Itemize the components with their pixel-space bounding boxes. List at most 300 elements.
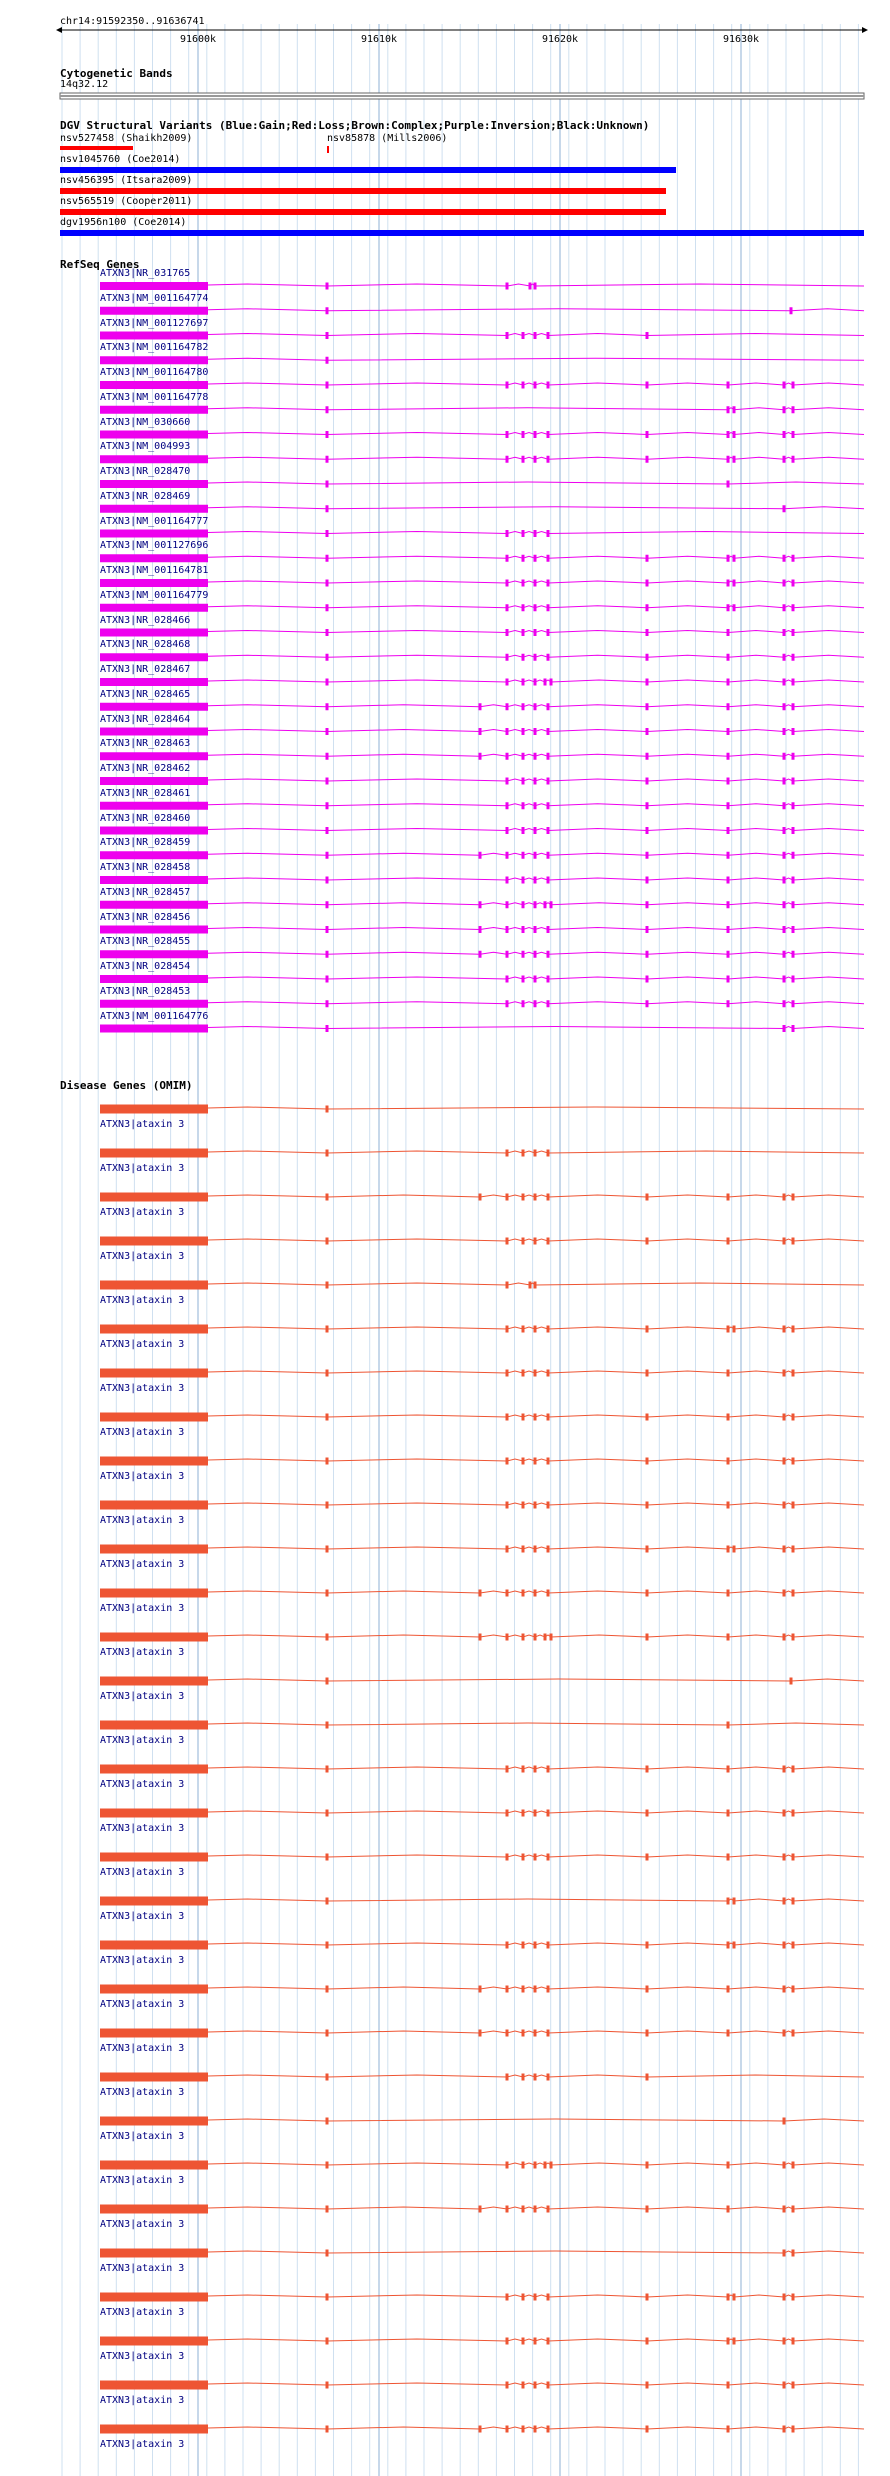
refseq-transcript-exon[interactable] [326, 976, 329, 983]
refseq-transcript-exon[interactable] [547, 604, 550, 611]
refseq-transcript-exon[interactable] [733, 456, 736, 463]
refseq-transcript-exon[interactable] [534, 753, 537, 760]
omim-gene-exon[interactable] [727, 1854, 730, 1861]
omim-gene-exon[interactable] [547, 2206, 550, 2213]
refseq-transcript-exon[interactable] [326, 357, 329, 364]
refseq-transcript-exon[interactable] [506, 976, 509, 983]
omim-gene-exon[interactable] [792, 2030, 795, 2037]
dgv-variant-bar[interactable] [327, 146, 329, 153]
refseq-transcript-exon[interactable] [727, 580, 730, 587]
omim-gene-exon[interactable] [326, 1194, 329, 1201]
refseq-transcript-exon[interactable] [522, 753, 525, 760]
omim-gene-exon[interactable] [534, 1942, 537, 1949]
refseq-transcript-exon[interactable] [100, 728, 208, 736]
omim-gene-exon[interactable] [727, 1590, 730, 1597]
refseq-transcript-exon[interactable] [522, 926, 525, 933]
refseq-transcript-exon[interactable] [534, 1000, 537, 1007]
refseq-transcript-exon[interactable] [547, 456, 550, 463]
omim-gene-exon[interactable] [727, 1458, 730, 1465]
refseq-transcript-label[interactable]: ATXN3|NR_028456 [100, 911, 191, 923]
refseq-transcript-exon[interactable] [326, 1000, 329, 1007]
omim-gene-exon[interactable] [100, 2337, 208, 2346]
omim-gene-exon[interactable] [646, 1634, 649, 1641]
omim-gene-exon[interactable] [326, 2338, 329, 2345]
refseq-transcript-exon[interactable] [100, 307, 208, 315]
refseq-transcript-exon[interactable] [547, 728, 550, 735]
refseq-transcript-exon[interactable] [100, 530, 208, 538]
omim-gene-exon[interactable] [790, 1678, 793, 1685]
omim-gene-exon[interactable] [100, 1589, 208, 1598]
refseq-transcript-label[interactable]: ATXN3|NR_028461 [100, 787, 191, 799]
refseq-transcript-exon[interactable] [544, 679, 547, 686]
refseq-transcript-label[interactable]: ATXN3|NR_028463 [100, 738, 191, 750]
omim-gene-exon[interactable] [100, 1457, 208, 1466]
omim-gene-exon[interactable] [783, 1986, 786, 1993]
refseq-transcript-exon[interactable] [547, 877, 550, 884]
omim-gene-exon[interactable] [792, 1502, 795, 1509]
refseq-transcript-label[interactable]: ATXN3|NR_028464 [100, 713, 191, 725]
refseq-transcript-exon[interactable] [506, 382, 509, 389]
omim-gene-exon[interactable] [783, 1590, 786, 1597]
refseq-transcript-exon[interactable] [534, 703, 537, 710]
refseq-transcript-label[interactable]: ATXN3|NM_001164778 [100, 391, 209, 403]
omim-gene-exon[interactable] [522, 2382, 525, 2389]
omim-gene-exon[interactable] [727, 1502, 730, 1509]
refseq-transcript-exon[interactable] [733, 431, 736, 438]
omim-gene-exon[interactable] [326, 1150, 329, 1157]
refseq-transcript-label[interactable]: ATXN3|NR_031765 [100, 268, 191, 279]
refseq-transcript-exon[interactable] [727, 728, 730, 735]
omim-gene-exon[interactable] [646, 1766, 649, 1773]
refseq-transcript-exon[interactable] [100, 579, 208, 587]
omim-gene-exon[interactable] [534, 1502, 537, 1509]
refseq-transcript-exon[interactable] [326, 753, 329, 760]
refseq-transcript-exon[interactable] [326, 629, 329, 636]
refseq-transcript-exon[interactable] [522, 877, 525, 884]
refseq-transcript-exon[interactable] [506, 926, 509, 933]
refseq-transcript-exon[interactable] [326, 580, 329, 587]
omim-gene-exon[interactable] [534, 2382, 537, 2389]
refseq-transcript-exon[interactable] [646, 976, 649, 983]
omim-gene-exon[interactable] [727, 1194, 730, 1201]
refseq-transcript-exon[interactable] [534, 629, 537, 636]
refseq-transcript-exon[interactable] [100, 777, 208, 785]
refseq-transcript-label[interactable]: ATXN3|NR_028465 [100, 688, 191, 700]
omim-gene-exon[interactable] [100, 2425, 208, 2434]
refseq-transcript-exon[interactable] [100, 703, 208, 711]
refseq-transcript-label[interactable]: ATXN3|NR_028467 [100, 664, 191, 675]
refseq-transcript-exon[interactable] [534, 926, 537, 933]
omim-gene-exon[interactable] [100, 2029, 208, 2038]
omim-gene-exon[interactable] [727, 1722, 730, 1729]
refseq-transcript-exon[interactable] [534, 728, 537, 735]
refseq-transcript-exon[interactable] [479, 753, 482, 760]
omim-gene-exon[interactable] [326, 1546, 329, 1553]
refseq-transcript-exon[interactable] [547, 629, 550, 636]
refseq-transcript-exon[interactable] [783, 703, 786, 710]
refseq-transcript-exon[interactable] [727, 951, 730, 958]
refseq-transcript-exon[interactable] [326, 307, 329, 314]
refseq-transcript-exon[interactable] [646, 382, 649, 389]
refseq-transcript-exon[interactable] [783, 802, 786, 809]
omim-gene-exon[interactable] [506, 2206, 509, 2213]
refseq-transcript-exon[interactable] [326, 654, 329, 661]
omim-gene-exon[interactable] [547, 1854, 550, 1861]
omim-gene-exon[interactable] [522, 2338, 525, 2345]
refseq-transcript-label[interactable]: ATXN3|NM_001164782 [100, 342, 209, 354]
omim-gene-label[interactable]: ATXN3|ataxin 3 [100, 2351, 185, 2362]
omim-gene-exon[interactable] [522, 2030, 525, 2037]
omim-gene-exon[interactable] [792, 1942, 795, 1949]
omim-gene-exon[interactable] [783, 2250, 786, 2257]
refseq-transcript-exon[interactable] [547, 827, 550, 834]
refseq-transcript-exon[interactable] [646, 332, 649, 339]
omim-gene-exon[interactable] [534, 2162, 537, 2169]
refseq-transcript-exon[interactable] [506, 431, 509, 438]
omim-gene-exon[interactable] [547, 1326, 550, 1333]
omim-gene-exon[interactable] [783, 1546, 786, 1553]
omim-gene-exon[interactable] [727, 1898, 730, 1905]
refseq-transcript-exon[interactable] [783, 679, 786, 686]
omim-gene-exon[interactable] [506, 1150, 509, 1157]
refseq-transcript-label[interactable]: ATXN3|NR_028454 [100, 961, 191, 972]
omim-gene-exon[interactable] [506, 1326, 509, 1333]
omim-gene-exon[interactable] [100, 1325, 208, 1334]
omim-gene-exon[interactable] [326, 1106, 329, 1113]
omim-gene-exon[interactable] [522, 1150, 525, 1157]
refseq-transcript-exon[interactable] [733, 555, 736, 562]
omim-gene-exon[interactable] [522, 1590, 525, 1597]
refseq-transcript-exon[interactable] [506, 827, 509, 834]
omim-gene-exon[interactable] [792, 2162, 795, 2169]
refseq-transcript-exon[interactable] [547, 382, 550, 389]
refseq-transcript-exon[interactable] [100, 406, 208, 414]
omim-gene-exon[interactable] [547, 1238, 550, 1245]
omim-gene-exon[interactable] [100, 1897, 208, 1906]
omim-gene-exon[interactable] [547, 1942, 550, 1949]
omim-gene-label[interactable]: ATXN3|ataxin 3 [100, 2131, 185, 2142]
omim-gene-exon[interactable] [100, 1985, 208, 1994]
omim-gene-exon[interactable] [479, 2030, 482, 2037]
omim-gene-exon[interactable] [792, 1986, 795, 1993]
refseq-transcript-exon[interactable] [792, 431, 795, 438]
refseq-transcript-exon[interactable] [792, 778, 795, 785]
omim-gene-exon[interactable] [100, 2161, 208, 2170]
refseq-transcript-exon[interactable] [727, 852, 730, 859]
omim-gene-exon[interactable] [534, 1590, 537, 1597]
refseq-transcript-exon[interactable] [326, 852, 329, 859]
omim-gene-exon[interactable] [100, 1545, 208, 1554]
refseq-transcript-exon[interactable] [100, 975, 208, 983]
refseq-transcript-exon[interactable] [547, 753, 550, 760]
refseq-transcript-exon[interactable] [100, 802, 208, 810]
omim-gene-exon[interactable] [100, 1369, 208, 1378]
omim-gene-exon[interactable] [547, 1458, 550, 1465]
refseq-transcript-exon[interactable] [534, 778, 537, 785]
refseq-transcript-exon[interactable] [479, 852, 482, 859]
omim-gene-exon[interactable] [506, 2074, 509, 2081]
refseq-transcript-exon[interactable] [100, 604, 208, 612]
refseq-transcript-exon[interactable] [646, 703, 649, 710]
omim-gene-exon[interactable] [326, 2294, 329, 2301]
omim-gene-exon[interactable] [326, 1766, 329, 1773]
omim-gene-exon[interactable] [522, 1370, 525, 1377]
omim-gene-exon[interactable] [100, 1853, 208, 1862]
refseq-transcript-exon[interactable] [783, 901, 786, 908]
omim-gene-exon[interactable] [547, 1810, 550, 1817]
omim-gene-exon[interactable] [534, 1238, 537, 1245]
refseq-transcript-exon[interactable] [534, 654, 537, 661]
omim-gene-exon[interactable] [733, 1546, 736, 1553]
omim-gene-exon[interactable] [727, 1370, 730, 1377]
refseq-transcript-exon[interactable] [100, 653, 208, 661]
refseq-transcript-exon[interactable] [547, 555, 550, 562]
omim-gene-exon[interactable] [326, 2250, 329, 2257]
omim-gene-exon[interactable] [522, 1194, 525, 1201]
omim-gene-exon[interactable] [522, 2426, 525, 2433]
omim-gene-exon[interactable] [783, 1238, 786, 1245]
omim-gene-exon[interactable] [646, 1238, 649, 1245]
omim-gene-exon[interactable] [479, 1634, 482, 1641]
refseq-transcript-exon[interactable] [727, 802, 730, 809]
omim-gene-exon[interactable] [534, 1634, 537, 1641]
refseq-transcript-exon[interactable] [783, 654, 786, 661]
omim-gene-exon[interactable] [100, 2381, 208, 2390]
omim-gene-exon[interactable] [506, 1502, 509, 1509]
refseq-transcript-exon[interactable] [547, 431, 550, 438]
omim-gene-exon[interactable] [783, 1898, 786, 1905]
omim-gene-exon[interactable] [727, 1634, 730, 1641]
refseq-transcript-label[interactable]: ATXN3|NR_028455 [100, 936, 191, 948]
omim-gene-exon[interactable] [326, 1722, 329, 1729]
refseq-transcript-exon[interactable] [783, 728, 786, 735]
refseq-transcript-exon[interactable] [646, 629, 649, 636]
refseq-transcript-exon[interactable] [727, 926, 730, 933]
refseq-transcript-exon[interactable] [727, 481, 730, 488]
refseq-transcript-exon[interactable] [727, 629, 730, 636]
omim-gene-exon[interactable] [547, 1414, 550, 1421]
refseq-transcript-exon[interactable] [522, 332, 525, 339]
omim-gene-exon[interactable] [100, 1193, 208, 1202]
refseq-transcript-exon[interactable] [506, 679, 509, 686]
omim-gene-exon[interactable] [522, 1414, 525, 1421]
omim-gene-exon[interactable] [792, 2338, 795, 2345]
refseq-transcript-exon[interactable] [646, 431, 649, 438]
refseq-transcript-exon[interactable] [792, 456, 795, 463]
refseq-transcript-exon[interactable] [547, 778, 550, 785]
refseq-transcript-exon[interactable] [727, 555, 730, 562]
dgv-variant-bar[interactable] [60, 230, 864, 236]
refseq-transcript-exon[interactable] [326, 555, 329, 562]
omim-gene-label[interactable]: ATXN3|ataxin 3 [100, 1471, 185, 1482]
refseq-transcript-exon[interactable] [547, 580, 550, 587]
refseq-transcript-label[interactable]: ATXN3|NM_004993 [100, 441, 191, 453]
refseq-transcript-exon[interactable] [506, 901, 509, 908]
omim-gene-exon[interactable] [326, 1282, 329, 1289]
omim-gene-label[interactable]: ATXN3|ataxin 3 [100, 2175, 185, 2186]
refseq-transcript-exon[interactable] [326, 778, 329, 785]
refseq-transcript-exon[interactable] [522, 456, 525, 463]
refseq-transcript-exon[interactable] [792, 654, 795, 661]
omim-gene-exon[interactable] [783, 1766, 786, 1773]
refseq-transcript-exon[interactable] [792, 1000, 795, 1007]
omim-gene-label[interactable]: ATXN3|ataxin 3 [100, 1867, 185, 1878]
omim-gene-exon[interactable] [326, 1370, 329, 1377]
refseq-transcript-exon[interactable] [646, 580, 649, 587]
refseq-transcript-exon[interactable] [783, 976, 786, 983]
dgv-variant-bar[interactable] [60, 146, 133, 150]
refseq-transcript-exon[interactable] [506, 604, 509, 611]
omim-gene-exon[interactable] [792, 1854, 795, 1861]
refseq-transcript-exon[interactable] [783, 877, 786, 884]
omim-gene-label[interactable]: ATXN3|ataxin 3 [100, 1955, 185, 1966]
omim-gene-exon[interactable] [100, 2117, 208, 2126]
omim-gene-exon[interactable] [534, 2426, 537, 2433]
refseq-transcript-exon[interactable] [550, 901, 553, 908]
omim-gene-label[interactable]: ATXN3|ataxin 3 [100, 2087, 185, 2098]
omim-gene-exon[interactable] [506, 1634, 509, 1641]
omim-gene-exon[interactable] [646, 2382, 649, 2389]
omim-gene-exon[interactable] [506, 1942, 509, 1949]
refseq-transcript-exon[interactable] [506, 852, 509, 859]
refseq-transcript-exon[interactable] [522, 778, 525, 785]
omim-gene-exon[interactable] [326, 2074, 329, 2081]
refseq-transcript-label[interactable]: ATXN3|NM_001127696 [100, 540, 209, 552]
omim-gene-exon[interactable] [733, 1326, 736, 1333]
refseq-transcript-exon[interactable] [326, 951, 329, 958]
omim-gene-exon[interactable] [326, 1634, 329, 1641]
omim-gene-exon[interactable] [522, 1458, 525, 1465]
omim-gene-exon[interactable] [547, 1502, 550, 1509]
refseq-transcript-exon[interactable] [547, 654, 550, 661]
omim-gene-exon[interactable] [783, 1942, 786, 1949]
omim-gene-exon[interactable] [522, 1766, 525, 1773]
refseq-transcript-exon[interactable] [792, 926, 795, 933]
refseq-transcript-exon[interactable] [534, 604, 537, 611]
omim-gene-exon[interactable] [792, 2206, 795, 2213]
omim-gene-exon[interactable] [646, 1546, 649, 1553]
refseq-transcript-exon[interactable] [326, 901, 329, 908]
refseq-transcript-exon[interactable] [534, 852, 537, 859]
omim-gene-exon[interactable] [792, 1194, 795, 1201]
omim-gene-exon[interactable] [326, 1414, 329, 1421]
refseq-transcript-exon[interactable] [100, 926, 208, 934]
omim-gene-exon[interactable] [534, 1326, 537, 1333]
omim-gene-exon[interactable] [326, 1810, 329, 1817]
refseq-transcript-label[interactable]: ATXN3|NR_028453 [100, 985, 191, 997]
refseq-transcript-exon[interactable] [547, 976, 550, 983]
omim-gene-exon[interactable] [727, 1942, 730, 1949]
omim-gene-exon[interactable] [534, 1150, 537, 1157]
refseq-transcript-exon[interactable] [646, 555, 649, 562]
refseq-transcript-label[interactable]: ATXN3|NM_030660 [100, 416, 191, 428]
omim-gene-exon[interactable] [646, 2206, 649, 2213]
omim-gene-exon[interactable] [646, 1986, 649, 1993]
refseq-transcript-exon[interactable] [326, 679, 329, 686]
refseq-transcript-exon[interactable] [547, 530, 550, 537]
refseq-transcript-exon[interactable] [547, 802, 550, 809]
omim-gene-label[interactable]: ATXN3|ataxin 3 [100, 1911, 185, 1922]
refseq-transcript-exon[interactable] [646, 901, 649, 908]
refseq-transcript-exon[interactable] [792, 580, 795, 587]
refseq-transcript-exon[interactable] [326, 481, 329, 488]
omim-gene-exon[interactable] [646, 1810, 649, 1817]
refseq-transcript-exon[interactable] [547, 852, 550, 859]
refseq-transcript-exon[interactable] [534, 802, 537, 809]
refseq-transcript-exon[interactable] [100, 505, 208, 513]
refseq-transcript-exon[interactable] [783, 406, 786, 413]
refseq-transcript-label[interactable]: ATXN3|NR_028469 [100, 490, 191, 502]
refseq-transcript-exon[interactable] [326, 431, 329, 438]
refseq-transcript-exon[interactable] [783, 926, 786, 933]
refseq-transcript-exon[interactable] [534, 456, 537, 463]
refseq-transcript-exon[interactable] [733, 604, 736, 611]
omim-gene-label[interactable]: ATXN3|ataxin 3 [100, 1999, 185, 2010]
refseq-transcript-exon[interactable] [479, 728, 482, 735]
omim-gene-exon[interactable] [100, 1633, 208, 1642]
omim-gene-label[interactable]: ATXN3|ataxin 3 [100, 1207, 185, 1218]
omim-gene-exon[interactable] [727, 1766, 730, 1773]
omim-gene-exon[interactable] [534, 2294, 537, 2301]
omim-gene-exon[interactable] [646, 1194, 649, 1201]
refseq-transcript-exon[interactable] [506, 580, 509, 587]
refseq-transcript-label[interactable]: ATXN3|NR_028466 [100, 614, 191, 626]
omim-gene-exon[interactable] [479, 1194, 482, 1201]
refseq-transcript-exon[interactable] [326, 604, 329, 611]
refseq-transcript-exon[interactable] [326, 382, 329, 389]
refseq-transcript-exon[interactable] [727, 679, 730, 686]
refseq-transcript-exon[interactable] [326, 530, 329, 537]
omim-gene-exon[interactable] [783, 1414, 786, 1421]
omim-gene-exon[interactable] [534, 1282, 537, 1289]
refseq-transcript-exon[interactable] [100, 332, 208, 340]
refseq-transcript-exon[interactable] [326, 406, 329, 413]
refseq-transcript-exon[interactable] [522, 604, 525, 611]
omim-gene-exon[interactable] [100, 1941, 208, 1950]
omim-gene-exon[interactable] [534, 1810, 537, 1817]
omim-gene-exon[interactable] [792, 1326, 795, 1333]
omim-gene-exon[interactable] [783, 1634, 786, 1641]
refseq-transcript-label[interactable]: ATXN3|NR_028457 [100, 886, 191, 898]
omim-gene-exon[interactable] [326, 1590, 329, 1597]
omim-gene-exon[interactable] [547, 1370, 550, 1377]
refseq-transcript-exon[interactable] [792, 901, 795, 908]
omim-gene-exon[interactable] [783, 1810, 786, 1817]
omim-gene-exon[interactable] [506, 1766, 509, 1773]
omim-gene-label[interactable]: ATXN3|ataxin 3 [100, 2395, 185, 2406]
omim-gene-exon[interactable] [522, 2162, 525, 2169]
refseq-transcript-exon[interactable] [100, 356, 208, 364]
omim-gene-exon[interactable] [646, 2338, 649, 2345]
omim-gene-exon[interactable] [479, 2426, 482, 2433]
refseq-transcript-exon[interactable] [534, 580, 537, 587]
omim-gene-exon[interactable] [547, 1194, 550, 1201]
omim-gene-exon[interactable] [326, 2426, 329, 2433]
refseq-transcript-exon[interactable] [100, 480, 208, 488]
omim-gene-exon[interactable] [547, 2074, 550, 2081]
omim-gene-exon[interactable] [506, 1854, 509, 1861]
omim-gene-exon[interactable] [100, 1237, 208, 1246]
refseq-transcript-exon[interactable] [727, 382, 730, 389]
refseq-transcript-exon[interactable] [100, 876, 208, 884]
omim-gene-exon[interactable] [547, 2030, 550, 2037]
omim-gene-exon[interactable] [733, 2338, 736, 2345]
refseq-transcript-exon[interactable] [727, 703, 730, 710]
omim-gene-exon[interactable] [783, 2294, 786, 2301]
refseq-transcript-exon[interactable] [100, 950, 208, 958]
omim-gene-exon[interactable] [522, 1546, 525, 1553]
refseq-transcript-exon[interactable] [783, 951, 786, 958]
